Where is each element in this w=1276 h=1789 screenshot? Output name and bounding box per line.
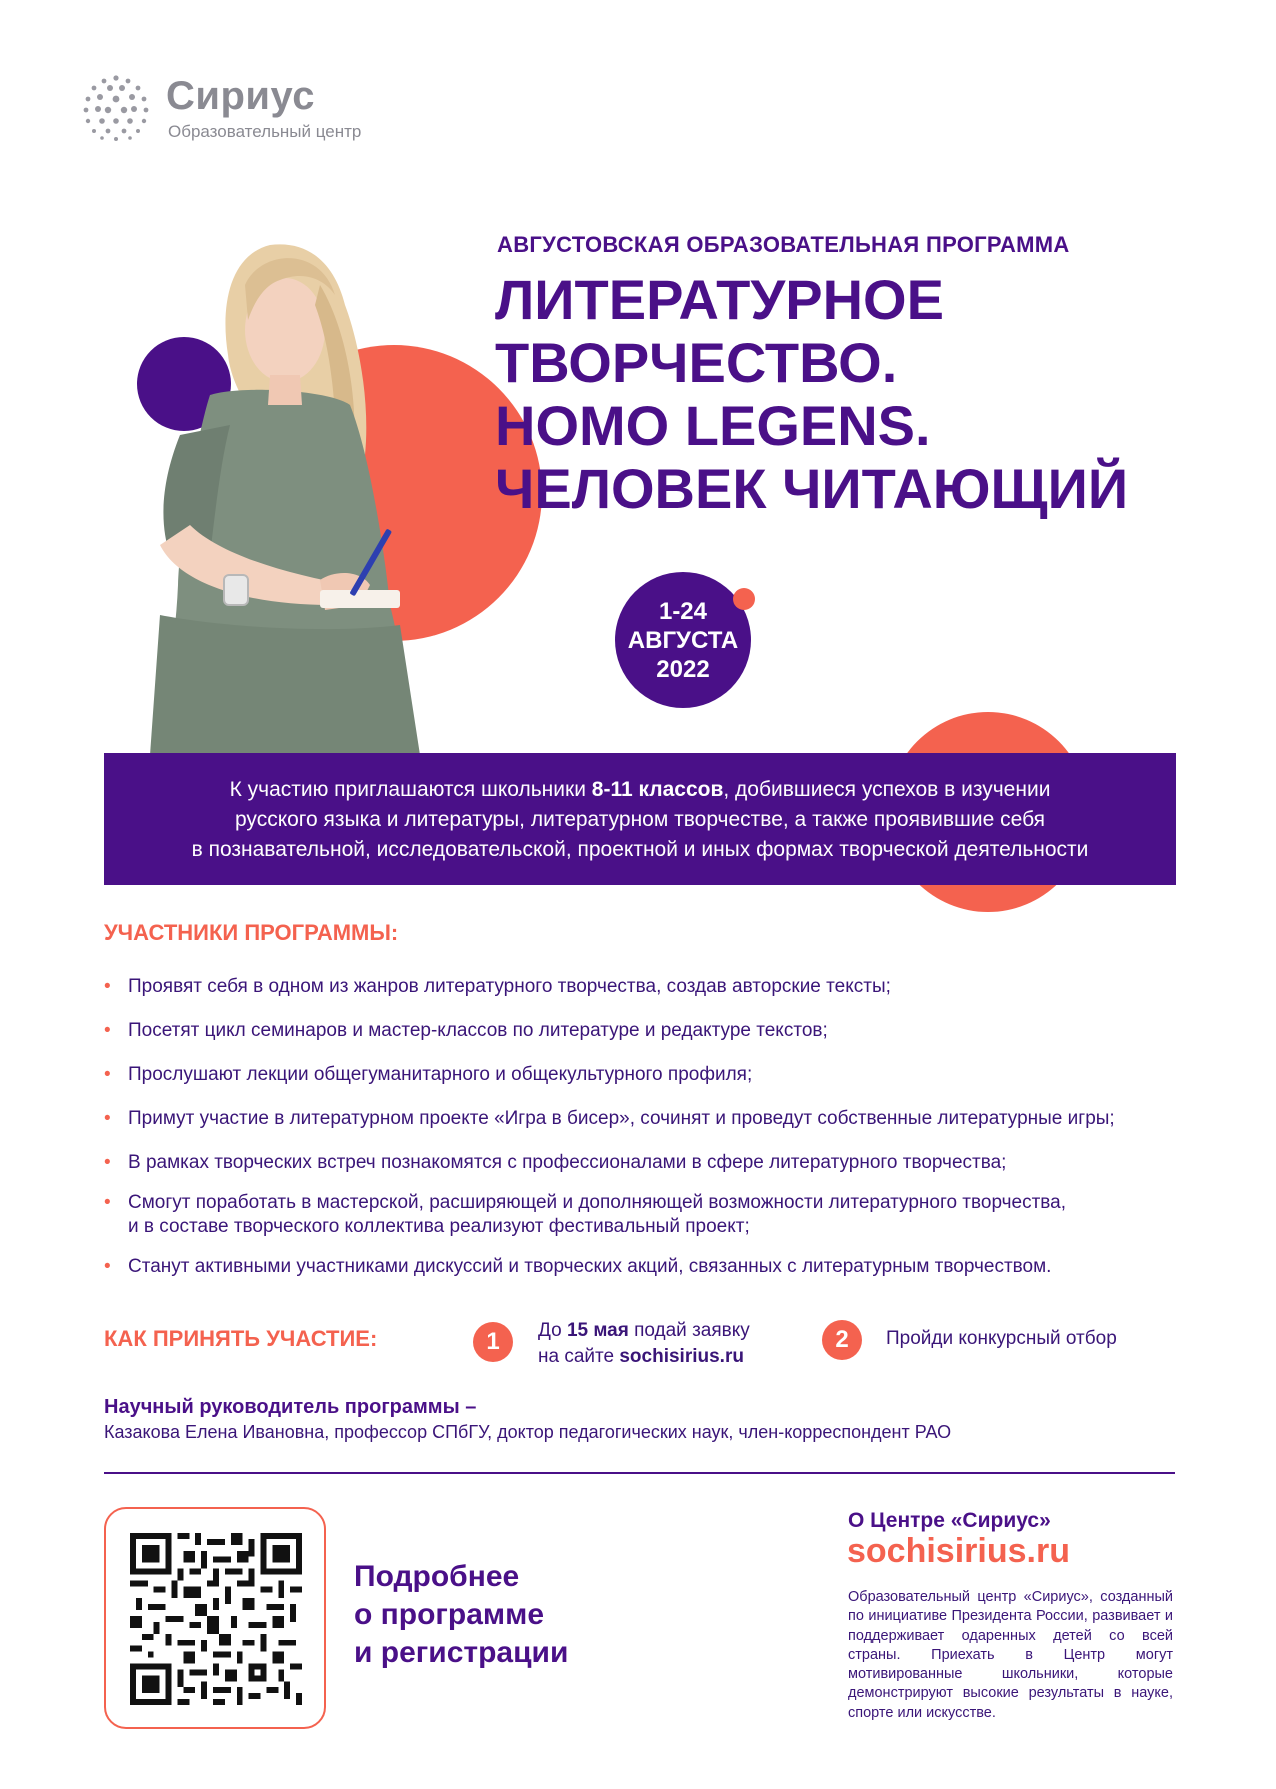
bullet-icon: • xyxy=(104,976,111,997)
qr-card[interactable] xyxy=(104,1507,326,1729)
list-item-text: Станут активными участниками дискуссий и творческих акций, связанных с литературным творчеством. xyxy=(128,1256,1052,1277)
step-2-badge: 2 xyxy=(822,1320,862,1360)
bullet-icon: • xyxy=(104,1020,111,1041)
bullet-icon: • xyxy=(104,1256,111,1277)
more-info-text xyxy=(354,1558,568,1672)
program-title-line: HOMO LEGENS. xyxy=(495,394,931,457)
list-item-text: Смогут поработать в мастерской, расширяющей и дополняющей возможности литературного творчества, xyxy=(128,1192,1067,1213)
list-item-text: Проявят себя в одном из жанров литературного творчества, создав авторские тексты; xyxy=(128,976,891,997)
date-year: 2022 xyxy=(656,655,710,683)
qr-code-icon[interactable] xyxy=(130,1533,302,1705)
banner-line-1 xyxy=(104,775,1176,805)
date-days: 1-24 xyxy=(658,597,708,625)
howto-heading: КАК ПРИНЯТЬ УЧАСТИЕ: xyxy=(104,1326,378,1351)
banner-text: К участию приглашаются школьники xyxy=(229,778,592,801)
banner-line-2: русского языка и литературы, литературном творчестве, а также проявившие себя xyxy=(234,808,1046,831)
logo-title: Сириус xyxy=(166,74,315,118)
program-title-line: ТВОРЧЕСТВО. xyxy=(495,331,898,394)
list-item-text: Примут участие в литературном проекте «Игра в бисер», сочинят и проведут собственные литературные игры; xyxy=(128,1108,1115,1129)
about-heading: О Центре «Сириус» xyxy=(848,1509,1051,1532)
step-1-site-link[interactable]: sochisirius.ru xyxy=(619,1346,744,1367)
bullet-icon: • xyxy=(104,1064,111,1085)
step-1-deadline: 15 мая xyxy=(566,1320,629,1341)
date-badge xyxy=(615,572,751,708)
bullet-icon: • xyxy=(104,1108,111,1129)
program-title-line: ЛИТЕРАТУРНОЕ xyxy=(495,268,944,331)
banner-text: , добившиеся успехов в изучении xyxy=(723,778,1051,801)
banner-line-3: в познавательной, исследовательской, проектной и иных формах творческой деятельности xyxy=(191,838,1089,861)
eligibility-banner xyxy=(104,753,1176,885)
more-info-line: и регистрации xyxy=(354,1636,569,1669)
more-info-line: Подробнее xyxy=(354,1560,520,1593)
step-1-text xyxy=(538,1318,750,1370)
bullet-icon: • xyxy=(104,1152,111,1173)
participants-heading: УЧАСТНИКИ ПРОГРАММЫ: xyxy=(104,920,399,945)
program-label: АВГУСТОВСКАЯ ОБРАЗОВАТЕЛЬНАЯ ПРОГРАММА xyxy=(497,232,1070,257)
program-title-line: ЧЕЛОВЕК ЧИТАЮЩИЙ xyxy=(495,457,1129,520)
list-item-text: В рамках творческих встреч познакомятся с профессионалами в сфере литературного творчества; xyxy=(128,1152,1007,1173)
step-1-text-part: До xyxy=(538,1320,567,1341)
step-1-badge: 1 xyxy=(473,1322,513,1362)
more-info-line: о программе xyxy=(354,1598,545,1631)
list-item-text: Прослушают лекции общегуманитарного и общекультурного профиля; xyxy=(128,1064,753,1085)
student-writing-photo xyxy=(120,225,480,755)
supervisor-text: Казакова Елена Ивановна, профессор СПбГУ, доктор педагогических наук, член-корреспондент РАО xyxy=(104,1422,952,1442)
list-item-text: Посетят цикл семинаров и мастер-классов по литературе и редактуре текстов; xyxy=(128,1020,828,1041)
about-site-link[interactable]: sochisirius.ru xyxy=(847,1532,1070,1570)
about-description: Образовательный центр «Сириус», созданный по инициативе Президента России, развивает и поддерживает одаренных детей со всей страны. Приехать в Центр могут мотивированные школьники, которые демонстрируют высокие результаты в науке, спорте или искусстве. xyxy=(848,1589,1173,1721)
list-item-text: и в составе творческого коллектива реализуют фестивальный проект; xyxy=(128,1216,750,1237)
divider xyxy=(104,1472,1175,1474)
decor-coral-dot xyxy=(733,588,755,610)
logo-subtitle: Образовательный центр xyxy=(168,122,362,141)
supervisor-heading: Научный руководитель программы – xyxy=(104,1396,477,1418)
sirius-dots-logo-icon xyxy=(80,72,152,144)
program-title xyxy=(495,268,1215,520)
banner-grades: 8-11 классов xyxy=(591,778,724,801)
bullet-icon: • xyxy=(104,1192,111,1213)
date-month: АВГУСТА xyxy=(627,626,739,654)
step-1-text-part: подай заявку xyxy=(628,1320,750,1341)
step-2-text: Пройди конкурсный отбор xyxy=(886,1328,1117,1349)
step-1-text-part: на сайте xyxy=(538,1346,620,1367)
sirius-logo xyxy=(80,72,410,152)
